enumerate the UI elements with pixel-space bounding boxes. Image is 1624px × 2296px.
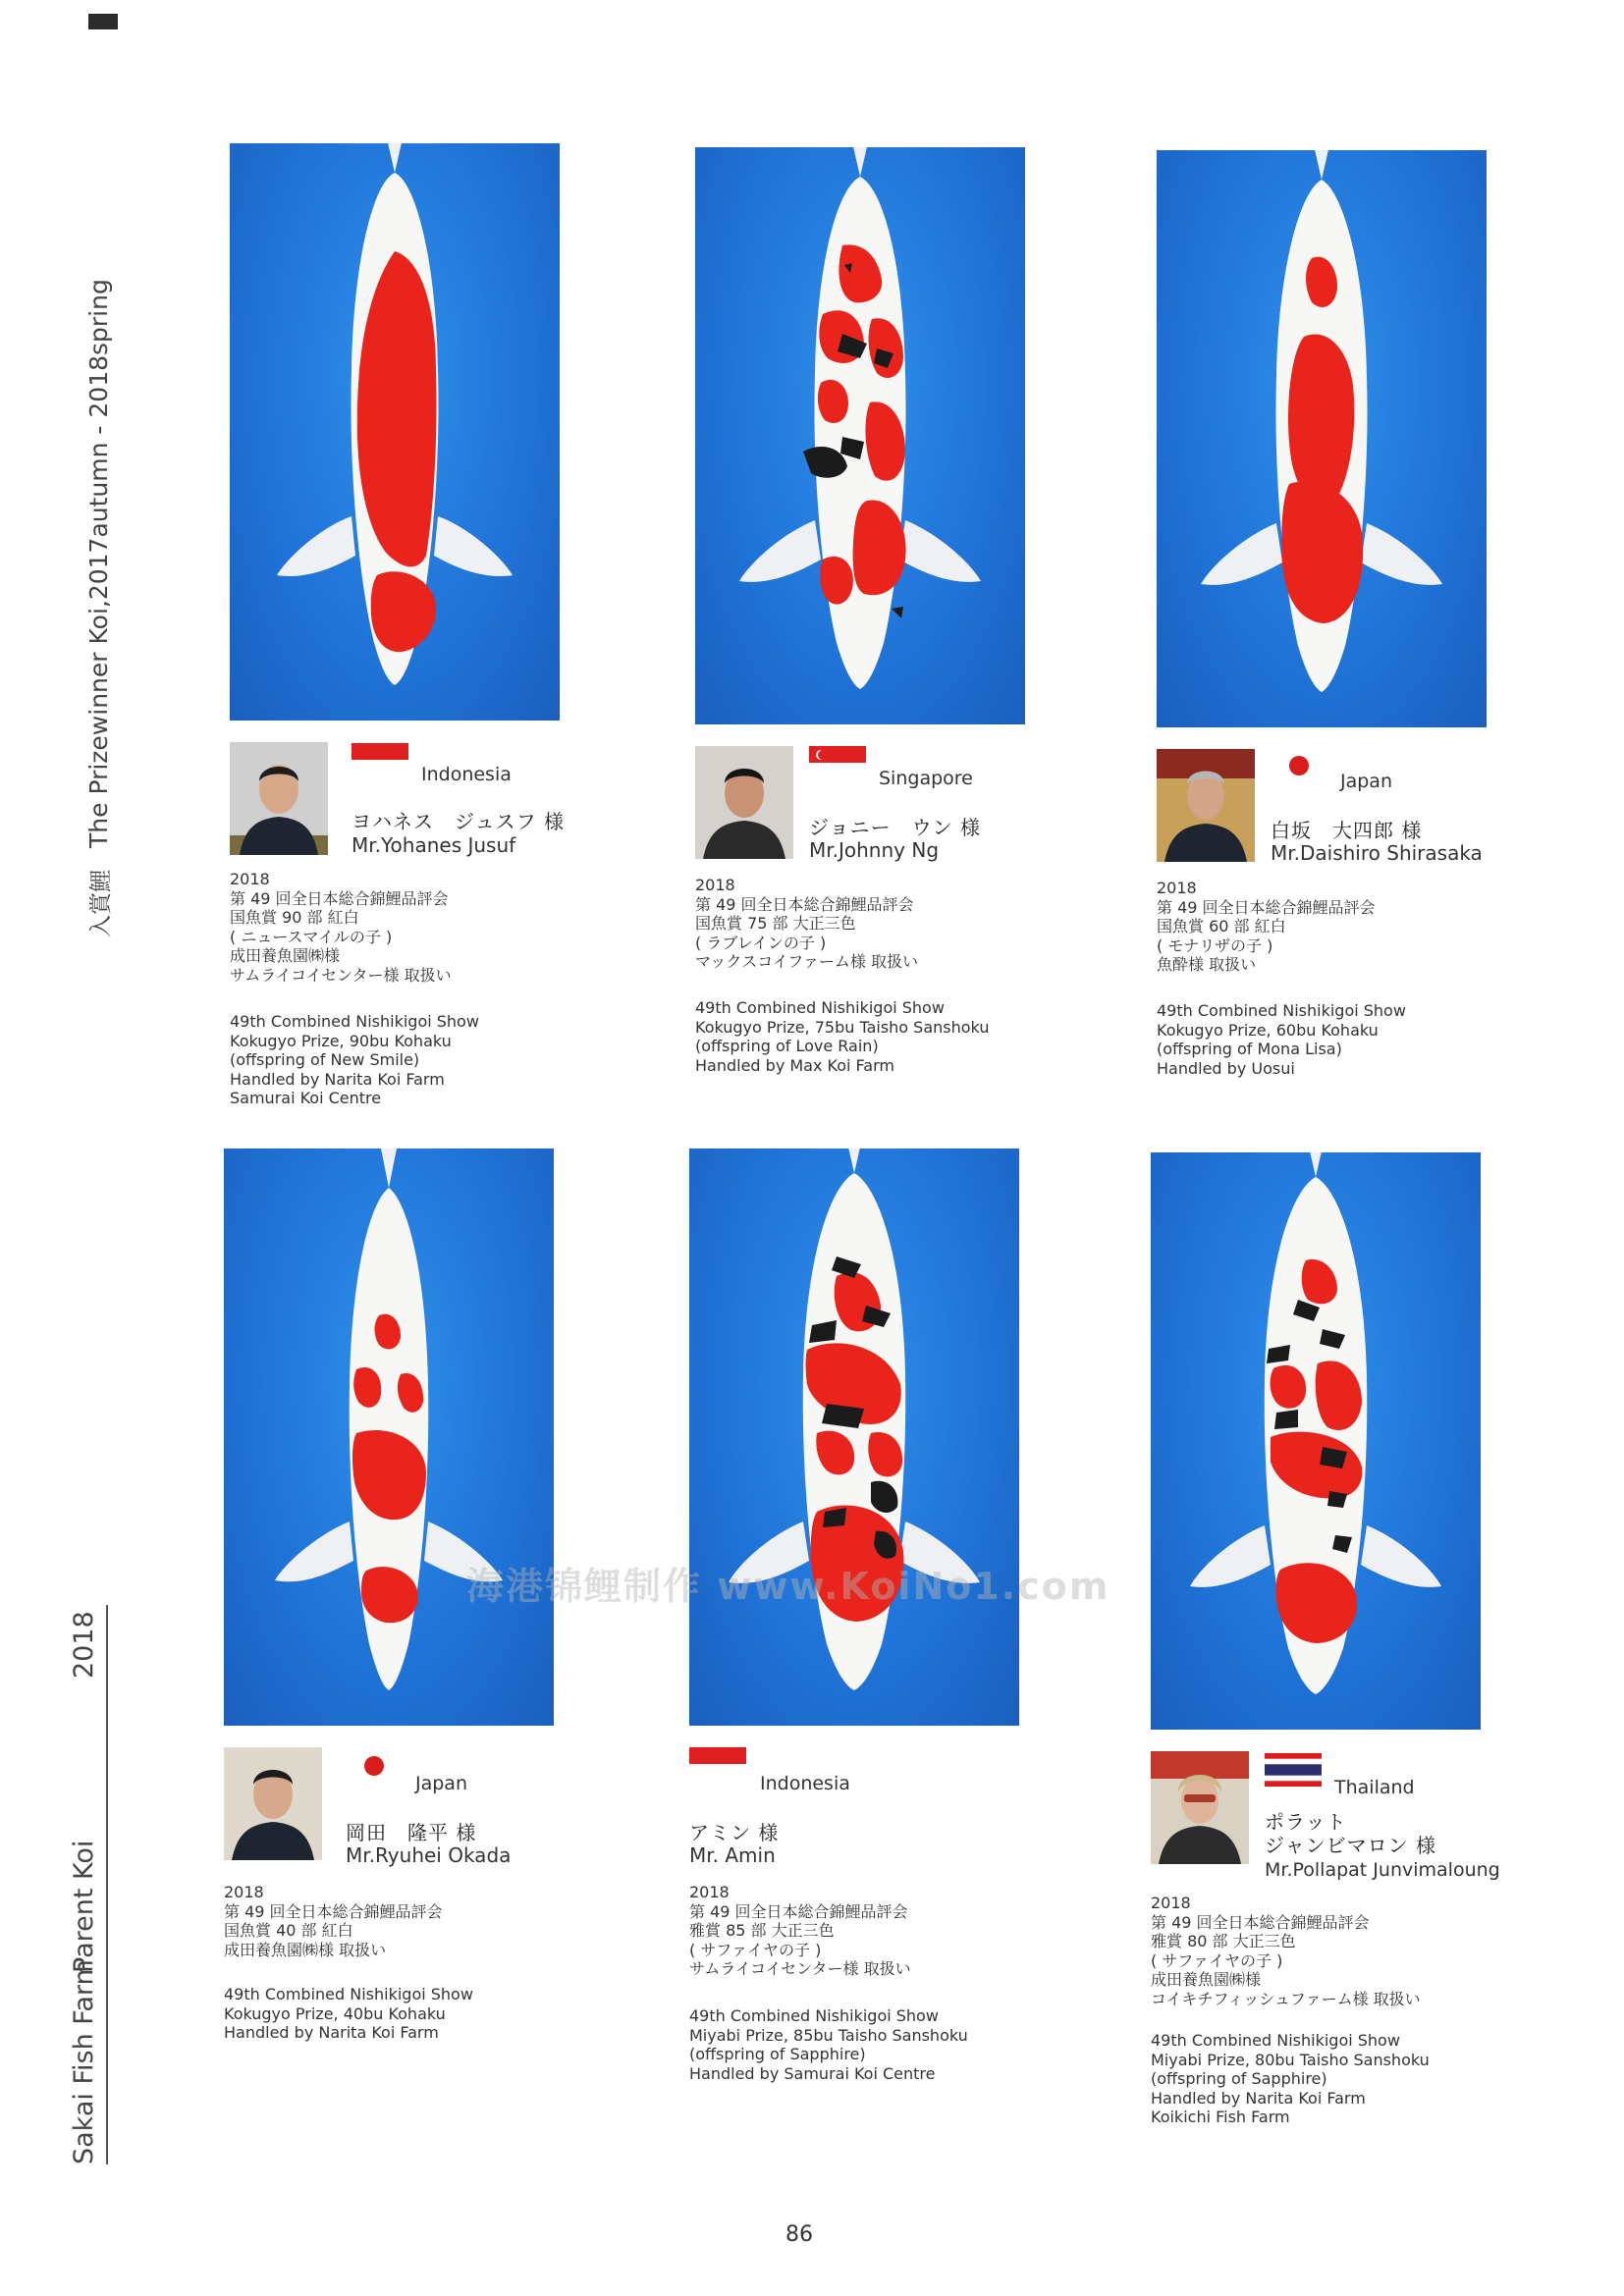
owner-portrait <box>695 746 793 859</box>
koi-photo <box>230 143 560 721</box>
japan-flag-icon <box>1271 749 1327 782</box>
award-details-jp: 2018 第 49 回全日本総合錦鯉品評会 雅賞 80 部 大正三色 ( サファイヤの子 ) 成田養魚園㈱様 コイキチフィッシュファーム様 取扱い <box>1151 1894 1421 2008</box>
owner-name-en: Mr.Pollapat Junvimaloung <box>1265 1859 1500 1881</box>
award-details-en: 49th Combined Nishikigoi Show Miyabi Prize, 80bu Taisho Sanshoku (offspring of Sapphire) Handled by Narita Koi Farm Koikichi Fish Farm <box>1151 2031 1430 2126</box>
owner-name-jp: ヨハネス ジュスフ 様 <box>352 810 565 833</box>
award-details-jp: 2018 第 49 回全日本総合錦鯉品評会 国魚賞 75 部 大正三色 ( ラブレインの子 ) マックスコイファーム様 取扱い <box>695 876 919 971</box>
award-details-en: 49th Combined Nishikigoi Show Kokugyo Prize, 90bu Kohaku (offspring of New Smile) Handled by Narita Koi Farm Samurai Koi Centre <box>230 1012 479 1107</box>
country-label: Indonesia <box>421 764 512 785</box>
country-label: Japan <box>1340 771 1392 792</box>
sidebar-section: Parent Koi <box>69 1840 99 1973</box>
award-details-jp: 2018 第 49 回全日本総合錦鯉品評会 国魚賞 60 部 紅白 ( モナリザの子 ) 魚酔様 取扱い <box>1157 879 1376 974</box>
country-label: Indonesia <box>760 1773 850 1794</box>
country-label: Singapore <box>879 768 973 789</box>
thailand-flag-icon <box>1265 1753 1322 1787</box>
sidebar-year: 2018 <box>69 1611 99 1679</box>
owner-name-jp: 岡田 隆平 様 <box>346 1821 477 1844</box>
award-details-jp: 2018 第 49 回全日本総合錦鯉品評会 雅賞 85 部 大正三色 ( サファイヤの子 ) サムライコイセンター様 取扱い <box>689 1883 911 1978</box>
owner-portrait <box>230 742 328 855</box>
owner-name-en: Mr.Johnny Ng <box>809 838 940 862</box>
sidebar-category-jp: 入賞鯉 <box>87 870 114 937</box>
owner-name-jp: 白坂 大四郎 様 <box>1271 819 1423 842</box>
owner-name-en: Mr.Yohanes Jusuf <box>352 833 516 857</box>
owner-name-en: Mr.Ryuhei Okada <box>346 1843 512 1867</box>
country-label: Thailand <box>1334 1777 1415 1798</box>
koi-photo <box>695 147 1025 724</box>
owner-name-en: Mr.Daishiro Shirasaka <box>1271 841 1483 865</box>
indonesia-flag-icon <box>352 743 408 776</box>
owner-portrait <box>1151 1751 1249 1864</box>
sidebar-running-title <box>79 250 118 937</box>
japan-flag-icon <box>346 1749 403 1783</box>
sidebar-farm: Sakai Fish Farm <box>69 1959 99 2164</box>
award-details-en: 49th Combined Nishikigoi Show Miyabi Prize, 85bu Taisho Sanshoku (offspring of Sapphire) Handled by Samurai Koi Centre <box>689 2006 968 2083</box>
koi-photo <box>1157 150 1487 727</box>
singapore-flag-icon <box>809 746 866 779</box>
koi-photo <box>1151 1152 1481 1730</box>
award-details-en: 49th Combined Nishikigoi Show Kokugyo Prize, 60bu Kohaku (offspring of Mona Lisa) Handled by Uosui <box>1157 1001 1406 1078</box>
koi-photo <box>689 1148 1019 1726</box>
watermark: 海港锦鲤制作 www.KoiNo1.com <box>466 1565 1110 1608</box>
award-details-jp: 2018 第 49 回全日本総合錦鯉品評会 国魚賞 90 部 紅白 ( ニュースマイルの子 ) 成田養魚園㈱様 サムライコイセンター様 取扱い <box>230 870 452 985</box>
koi-photo <box>224 1148 554 1726</box>
owner-name-jp: ポラット ジャンビマロン 様 <box>1265 1810 1436 1857</box>
page-number: 86 <box>785 2222 813 2247</box>
sidebar-publication: The Prizewinner Koi,2017autumn - 2018spring <box>83 279 113 848</box>
corner-mark <box>88 14 118 29</box>
award-details-en: 49th Combined Nishikigoi Show Kokugyo Prize, 40bu Kohaku Handled by Narita Koi Farm <box>224 1985 473 2042</box>
award-details-en: 49th Combined Nishikigoi Show Kokugyo Prize, 75bu Taisho Sanshoku (offspring of Love Rain) Handled by Max Koi Farm <box>695 998 990 1075</box>
owner-name-jp: ジョニー ウン 様 <box>809 816 981 839</box>
owner-portrait <box>224 1747 322 1860</box>
country-label: Japan <box>415 1773 467 1794</box>
indonesia-flag-icon <box>689 1747 746 1781</box>
owner-name-en: Mr. Amin <box>689 1843 776 1867</box>
sidebar-section-label <box>65 1605 108 2164</box>
award-details-jp: 2018 第 49 回全日本総合錦鯉品評会 国魚賞 40 部 紅白 成田養魚園㈱様 取扱い <box>224 1883 443 1959</box>
owner-portrait <box>1157 749 1255 862</box>
owner-name-jp: アミン 様 <box>689 1821 780 1844</box>
